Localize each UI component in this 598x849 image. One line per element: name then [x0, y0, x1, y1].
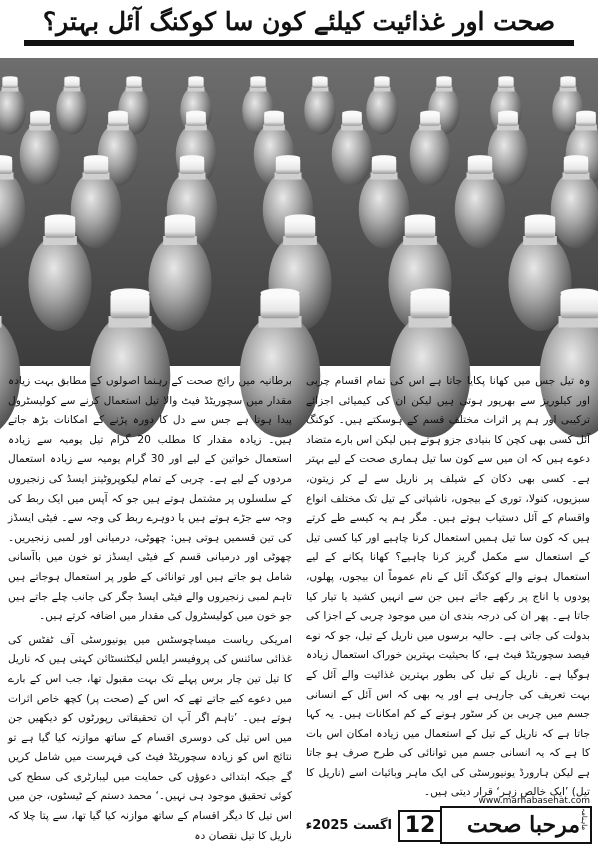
bottle-cap-top [108, 111, 128, 116]
bottle-cap-top [250, 76, 265, 80]
bottle-cap-top [30, 111, 50, 116]
bottle-cap-top [264, 111, 284, 116]
bottle-cap-top [180, 155, 204, 161]
header-rule [24, 40, 574, 46]
page-footer [305, 796, 592, 844]
bottle-cap-top [186, 111, 206, 116]
bottle-cap-top [525, 214, 556, 221]
bottles-illustration [0, 58, 598, 366]
bottle-cap-top [560, 288, 598, 297]
bottle-body [56, 86, 88, 135]
page-number: 12 [398, 810, 442, 842]
bottle-body [366, 86, 398, 135]
bottle-body [359, 171, 409, 249]
bottle-cap-top [436, 76, 451, 80]
page-header [0, 0, 598, 58]
bottle-body [304, 86, 336, 135]
bottle-body [332, 123, 373, 186]
bottle-cap-top [312, 76, 327, 80]
issue-date: اگست 2025ء [305, 818, 392, 833]
bottle-neck [0, 316, 2, 328]
bottle-cap-top [560, 76, 575, 80]
article-title-text: صحت اور غذائیت کیلئے کون سا کوکنگ آئل بہتر؟ [29, 7, 569, 36]
bottle-body [410, 123, 451, 186]
paragraph: وہ تیل جس میں کھانا پکایا جاتا ہے اس کی تمام اقسام چربی اور کیلوریز سے بھرپور ہوتی ہیں لیکن ان کی کیمیائی اجزائے ترکیبی اور ہم پر اثرات مختلف قسم کے ہوسکتے ہیں۔ کوکنگ آئل کسی بھی کچن کا بنیادی جزو ہوتے ہیں لیکن اس بارے متضاد دعوے ہیں کہ ان میں سے کون سا تیل ہماری صحت کے لیے بہتر ہے۔ کسی بھی دکان کے شیلف پر ناریل سے لے کر زیتون، سبزیوں، کنولا، توری کے بیجوں، ناشپاتی کے تیل تک مختلف انواع واقسام کے آئل دستیاب ہوتے ہیں۔ مگر ہم یہ کیسے طے کرتے ہیں کہ کون سا تیل ہمیں استعمال کرنا چاہیے اور کیا کسی تیل کے استعمال سے مکمل گریز کرنا چاہیے؟ کھانا پکانے کے لیے استعمال ہونے والے کوکنگ آئل کے نام عموماً ان بیجوں، پھلوں، پودوں یا اناج پر رکھے جاتے ہیں جن سے انہیں کشید یا تیار کیا جاتا ہے۔ پھر ان کی درجہ بندی ان میں موجود چربی کے اجزا کی بدولت کی جاتی ہے۔ حالیہ برسوں میں ناریل کے تیل، جو کہ نوے فیصد سچوریٹڈ فیٹ ہے، کا بحیثیت بہترین خوراک استعمال زیادہ ہوگیا ہے۔ ناریل کے تیل کی بطور بہترین غذائیت والے آئل کے بہت تعریف کی جارہی ہے اور یہ بھی کہ اس آئل کے انسانی جسم میں چربی بن کر سٹور ہونے کے کم امکانات ہیں۔ یہ کہا جاتا ہے کہ ناریل کے تیل کے استعمال میں زیادہ امکان اس بات کا ہے کہ یہ انسانی جسم میں توانائی کی طرح صرف ہو جاتا ہے لیکن ہارورڈ یونیورسٹی کی ایک ماہر وبائیات اسے (ناریل کا تیل) ’ایک خالص زہر‘ قرار دیتی ہیں۔ [306, 375, 590, 799]
magazine-logo-small: ماہنامہ [580, 808, 588, 831]
bottles-photo [0, 58, 598, 366]
bottle-cap-top [260, 288, 299, 297]
bottle-cap-top [410, 288, 449, 297]
bottle-cap-top [110, 288, 149, 297]
bottle-cap-top [405, 214, 436, 221]
bottle-cap-top [342, 111, 362, 116]
bottle-cap-top [498, 76, 513, 80]
bottle-cap-top [188, 76, 203, 80]
bottle-cap-top [126, 76, 141, 80]
bottle-cap-top [576, 111, 596, 116]
magazine-name: مرحبا صحت [466, 812, 580, 838]
article-title [0, 4, 598, 40]
bottle-body [149, 234, 212, 331]
bottle-cap-top [498, 111, 518, 116]
magazine-logo [440, 796, 592, 844]
article-column-left [8, 372, 292, 842]
article-column-right [306, 372, 590, 799]
bottle-body [20, 123, 61, 186]
bottle-cap-top [2, 76, 17, 80]
bottle-cap-top [420, 111, 440, 116]
bottle-body [29, 234, 92, 331]
paragraph: برطانیہ میں رائج صحت کے رہنما اصولوں کے مطابق بہت زیادہ مقدار میں سچوریٹڈ فیٹ والا تیل استعمال کرنے سے کولیسٹرول پیدا ہوتا ہے جس سے دل کا دورہ پڑنے کے امکانات بڑھ جاتے ہیں۔ زیادہ مقدار کا مطلب 20 گرام تیل یومیہ سے زیادہ استعمال خواتین کے لیے اور 30 گرام یومیہ سے زیادہ استعمال مردوں کے لیے ہے۔ چربی کے تمام لیکوپروٹینز ایسڈ کی زنجیروں کے سلسلوں پر مشتمل ہوتے ہیں جو کہ آپس میں ایک ربط کی وجہ سے جڑے ہوتے ہیں یا دوہرے ربط کی وجہ سے۔ فیٹی ایسڈز کی تین قسمیں ہوتی ہیں: چھوٹی، درمیانی اور لمبی زنجیریں۔ چھوٹی اور درمیانی قسم کے فیٹی ایسڈز تو خون میں باآسانی شامل ہو جاتے ہیں اور توانائی کے طور پر استعمال ہوجاتے ہیں تاہم لمبی زنجیروں والے فیٹی ایسڈ جگر کی جانب چلے جاتے ہیں جو خون میں کولیسٹرول کی مقدار میں اضافہ کرتے ہیں۔ [8, 375, 292, 623]
bottle-body [455, 171, 505, 249]
bottle-cap-top [45, 214, 76, 221]
bottle-cap-top [276, 155, 300, 161]
bottle-cap-top [84, 155, 108, 161]
bottle-body [71, 171, 121, 249]
bottle-cap-top [165, 214, 196, 221]
bottle-cap-top [372, 155, 396, 161]
bottle-cap-top [374, 76, 389, 80]
bottle-cap-top [468, 155, 492, 161]
bottle-cap-top [564, 155, 588, 161]
bottle-cap-top [285, 214, 316, 221]
bottle-body [488, 123, 529, 186]
website-url: www.marhabasehat.com [478, 796, 590, 806]
bottle-cap-top [64, 76, 79, 80]
paragraph: امریکی ریاست میساچوسٹس میں یونیورسٹی آف ٹفٹس کی غذائی سائنس کی پروفیسر ایلس لیکٹنسٹائن کہتی ہیں کہ ناریل کا تیل تین چار برس پہلے تک بہت مقبول تھا، جب اس کے بارے میں دعوے کیے جاتے تھے کہ اس کے (صحت پر) کچھ خاص اثرات ہوتے ہیں۔ ’تاہم اگر آپ ان تحقیقاتی رپورٹوں کو دیکھیں جن میں اس تیل کی دوسری اقسام کے ساتھ موازنہ کیا گیا ہے تو نتائج اس کو زیادہ سچوریٹڈ فیٹ کی فہرست میں شامل کریں گے جبکہ ابتدائی دعوؤں کی حمایت میں لیبارٹری کی سطح کی کوئی تحقیق موجود ہی نہیں۔‘ محمد دستم کے ٹیسٹوں، جن میں اس تیل کا دیگر اقسام کے ساتھ موازنہ کیا گیا تھا، سے پتا چلا کہ ناریل کا تیل نقصان دہ [8, 633, 292, 842]
